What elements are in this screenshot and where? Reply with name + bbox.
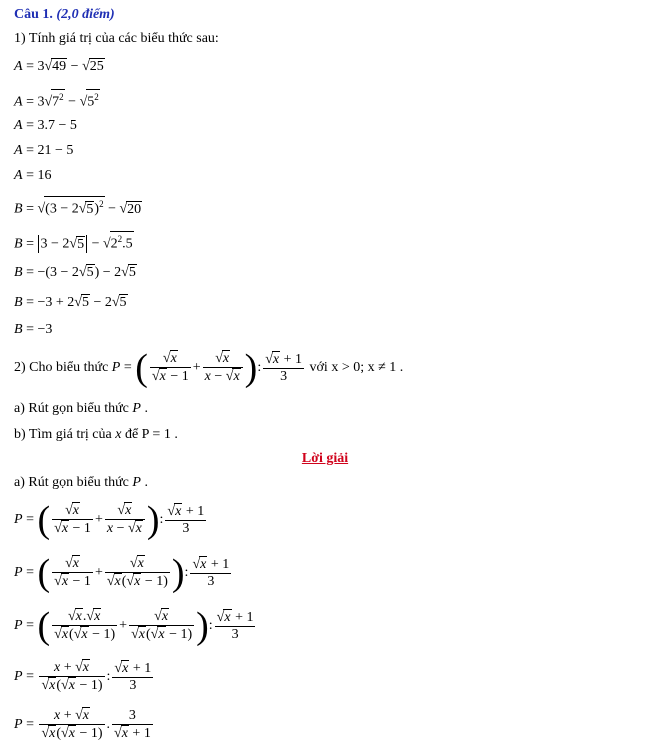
step-5: P = $\frac{x + √x}{√x(√x - 1)}$ . $\frac{3}{√x + 1}$: [14, 707, 151, 742]
solution-heading: Lời giải: [301, 451, 349, 466]
eq-b-5: B = −3: [14, 322, 53, 337]
step-4: P = $\frac{x + √x}{√x(√x - 1)}$ : $\frac{√x + 1}{3}$: [14, 660, 152, 694]
eq-a-5: A = 16: [14, 168, 52, 183]
eq-a-4: A = 21 − 5: [14, 143, 74, 158]
eq-b-3: B = −(3 − 2√5) − 2√5: [14, 265, 136, 280]
step-2: P = ( $\frac{√x}{√x - 1}$ + $\frac{√x}{√x(√x - 1)}$ ): $\frac{√x + 1}{3}$: [14, 551, 230, 594]
step-3: P = ( $\frac{√x.√x}{√x(√x - 1)}$ + $\frac{√x}{√x(√x - 1)}$ ): $\frac{√x + 1}{3}$: [14, 604, 254, 647]
step-1: P = ( $\frac{√x}{√x - 1}$ + $\frac{√x}{x - √x}$ ): $\frac{√x + 1}{3}$: [14, 498, 205, 541]
part2-prompt: 2) Cho biểu thức P = ( $\frac{√x}{√x - 1}$ + $\frac{√x}{x - √x}$ ): $\frac{√x + 1}{3}$ với x > 0; x ≠ 1 .: [14, 346, 404, 389]
task-b: b) Tìm giá trị của x để P = 1 .: [14, 427, 178, 442]
eq-a-2: $A = 3√7^2 - √5^2$: [14, 89, 100, 112]
question-title: Câu 1. (2,0 điểm): [14, 7, 115, 22]
solution-task-a: a) Rút gọn biểu thức P .: [14, 475, 148, 490]
part1-prompt: 1) Tính giá trị của các biểu thức sau:: [14, 31, 219, 46]
eq-b-1: $B = √(3 - 2√5)^2 - √20$: [14, 196, 142, 219]
task-a: a) Rút gọn biểu thức P .: [14, 401, 148, 416]
eq-a-3: A = 3.7 − 5: [14, 118, 77, 133]
p-expression: P = ( $\frac{√x}{√x - 1}$ + $\frac{√x}{x - √x}$ ): $\frac{√x + 1}{3}$: [111, 346, 303, 389]
eq-a-1: A = 3√49 − √25: [14, 59, 104, 74]
eq-b-4: B = −3 + 2√5 − 2√5: [14, 295, 127, 310]
eq-b-2: $B = 3 - 2√5 - √2^2.5$: [14, 231, 134, 254]
